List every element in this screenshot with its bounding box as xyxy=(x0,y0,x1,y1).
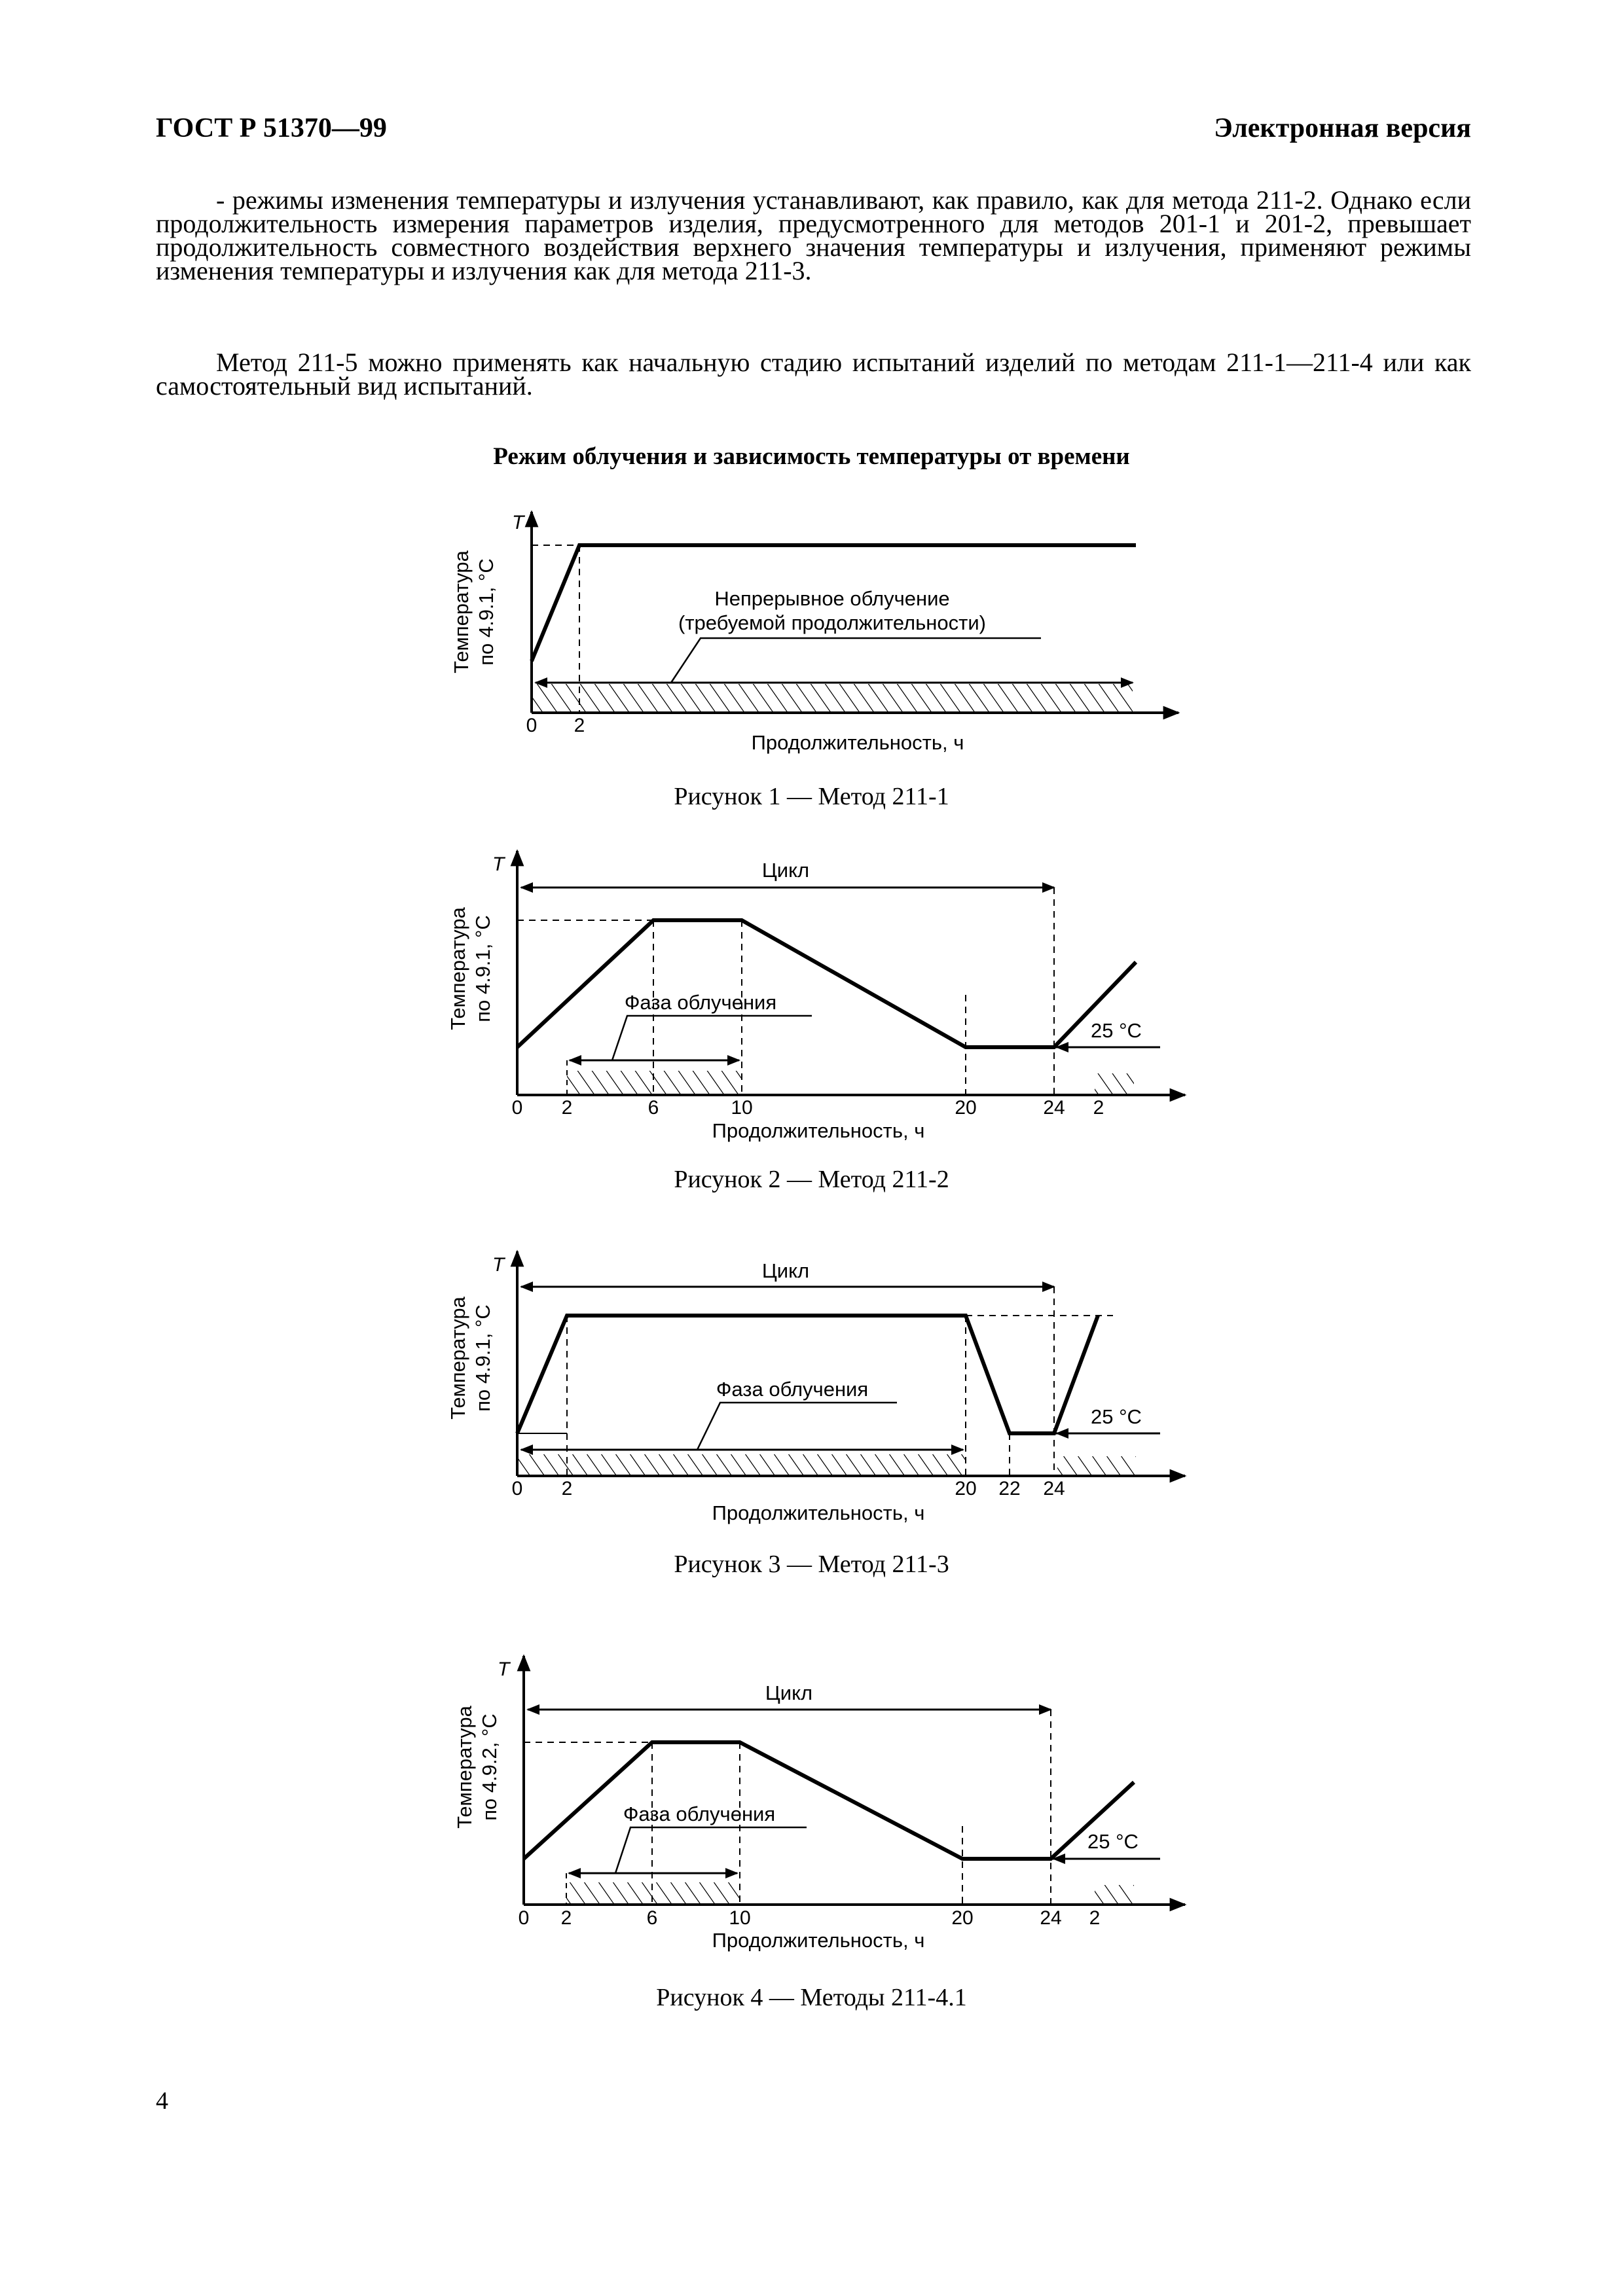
irradiation-hatch xyxy=(532,684,1133,713)
x-tick-6: 6 xyxy=(647,1097,659,1119)
svg-text:Температура: Температура xyxy=(447,1297,469,1420)
annotation-continuous-1: Непрерывное облучение xyxy=(714,587,950,610)
temperature-curve xyxy=(524,1742,1134,1859)
figure-1 xyxy=(439,504,1211,766)
x-tick-2: 2 xyxy=(560,1907,572,1929)
figure-1-caption: Рисунок 1 — Метод 211-1 xyxy=(674,783,949,810)
t-label: T xyxy=(492,853,505,875)
svg-text:Температура: Температура xyxy=(447,907,469,1030)
document-number: ГОСТ Р 51370—99 xyxy=(156,113,387,143)
x-tick-10: 10 xyxy=(731,1097,753,1119)
svg-text:по 4.9.1, °С: по 4.9.1, °С xyxy=(471,1304,494,1412)
y-axis-label xyxy=(450,550,498,673)
figure-4-caption: Рисунок 4 — Методы 211-4.1 xyxy=(656,1984,967,2011)
x-tick-2: 2 xyxy=(561,1097,573,1119)
cycle-label: Цикл xyxy=(761,859,810,882)
temperature-curve xyxy=(517,1316,1098,1433)
next-cycle-hatch xyxy=(1095,1073,1134,1095)
section-title: Режим облучения и зависимость температуры от времени xyxy=(493,443,1130,470)
irradiation-hatch xyxy=(566,1882,740,1905)
temp-25-label: 25 °С xyxy=(1091,1405,1142,1428)
x-tick-0: 0 xyxy=(518,1907,530,1929)
svg-text:по 4.9.1, °С: по 4.9.1, °С xyxy=(475,558,498,666)
phase-leader xyxy=(612,1016,812,1060)
x-tick-2-next: 2 xyxy=(1093,1097,1104,1119)
x-tick-24: 24 xyxy=(1040,1907,1062,1929)
y-axis-label xyxy=(453,1705,501,1829)
x-tick-0: 0 xyxy=(511,1478,523,1499)
x-tick-6: 6 xyxy=(646,1907,658,1929)
x-axis-label: Продолжительность, ч xyxy=(712,1119,925,1142)
body-paragraph-1: - режимы изменения температуры и излучения устанавливают, как правило, как для метода 211-2. Однако если продолжительность измерения параметров изделия, предусмотренного для методов 201-1 и 201-2, превышает продолжительность совместного воздействия верхнего значения температуры и излучения, применяют режимы изменения температуры и излучения как для метода 211-3. xyxy=(156,185,1471,285)
page-number: 4 xyxy=(156,2087,168,2115)
phase-leader xyxy=(615,1827,807,1873)
svg-text:Температура: Температура xyxy=(450,550,473,673)
body-paragraph-2: Метод 211-5 можно применять как начальную стадию испытаний изделий по методам 211-1—211-4 или как самостоятельный вид испытаний. xyxy=(156,348,1471,401)
x-axis-label: Продолжительность, ч xyxy=(712,1501,925,1524)
x-tick-0: 0 xyxy=(511,1097,523,1119)
irradiation-hatch xyxy=(517,1454,966,1476)
x-tick-10: 10 xyxy=(729,1907,751,1929)
figure-2-caption: Рисунок 2 — Метод 211-2 xyxy=(674,1166,949,1193)
x-tick-0: 0 xyxy=(526,715,538,736)
x-tick-22: 22 xyxy=(998,1478,1021,1499)
t-label: T xyxy=(512,512,524,533)
cycle-label: Цикл xyxy=(765,1681,813,1704)
svg-text:Температура: Температура xyxy=(453,1706,476,1829)
figure-4 xyxy=(439,1643,1211,1950)
version-label: Электронная версия xyxy=(1214,113,1471,143)
t-label: T xyxy=(492,1254,505,1276)
phase-label: Фаза облучения xyxy=(623,1803,776,1825)
y-axis-label xyxy=(447,1296,494,1420)
phase-label: Фаза облучения xyxy=(624,991,777,1014)
x-tick-2: 2 xyxy=(574,715,585,736)
next-cycle-hatch xyxy=(1095,1885,1134,1905)
svg-text:по 4.9.2, °С: по 4.9.2, °С xyxy=(478,1713,501,1821)
y-axis-label xyxy=(447,906,494,1030)
t-label: T xyxy=(498,1659,510,1680)
cycle-label: Цикл xyxy=(761,1259,810,1282)
temperature-curve xyxy=(517,920,1136,1047)
phase-leader xyxy=(697,1403,897,1450)
phase-label: Фаза облучения xyxy=(716,1378,869,1401)
irradiation-hatch xyxy=(567,1071,742,1095)
x-tick-20: 20 xyxy=(955,1097,977,1119)
figure-3-caption: Рисунок 3 — Метод 211-3 xyxy=(674,1551,949,1578)
x-tick-24: 24 xyxy=(1043,1478,1065,1499)
next-cycle-hatch xyxy=(1057,1456,1136,1476)
x-tick-2-next: 2 xyxy=(1089,1907,1101,1929)
x-tick-20: 20 xyxy=(951,1907,974,1929)
temp-25-label: 25 °С xyxy=(1087,1830,1139,1853)
annotation-leader xyxy=(671,638,1041,683)
temp-25-label: 25 °С xyxy=(1091,1019,1142,1042)
x-tick-2: 2 xyxy=(561,1478,573,1499)
x-tick-24: 24 xyxy=(1043,1097,1065,1119)
x-axis-label: Продолжительность, ч xyxy=(712,1929,925,1952)
annotation-continuous-2: (требуемой продолжительности) xyxy=(678,611,986,634)
figure-2 xyxy=(439,844,1211,1145)
figure-3 xyxy=(439,1244,1211,1532)
x-tick-20: 20 xyxy=(955,1478,977,1499)
svg-text:по 4.9.1, °С: по 4.9.1, °С xyxy=(471,915,494,1022)
x-axis-label: Продолжительность, ч xyxy=(751,731,964,754)
